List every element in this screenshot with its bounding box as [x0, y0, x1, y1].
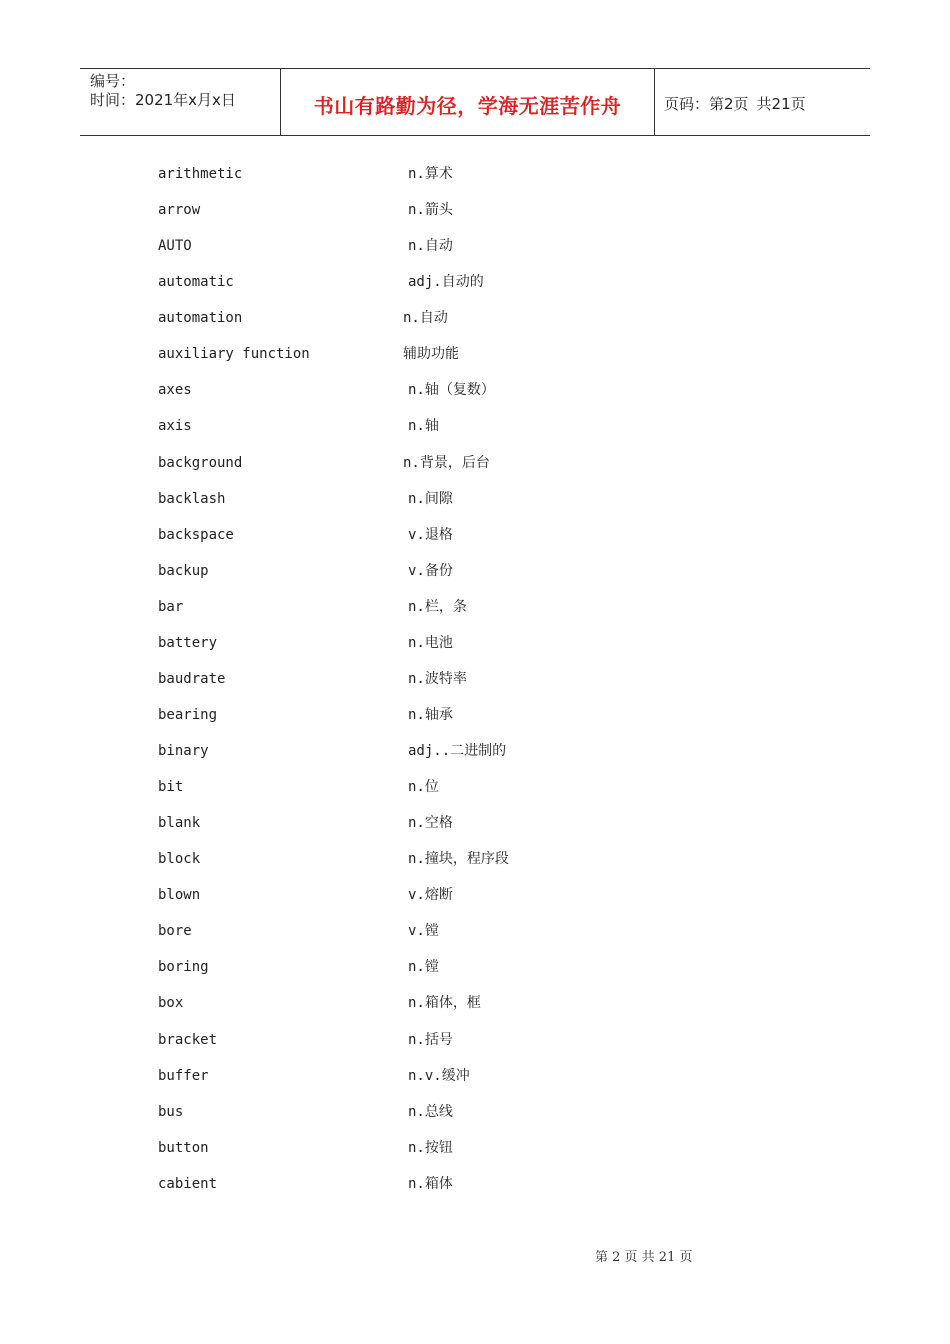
vocab-term: arrow	[158, 202, 201, 219]
vocab-entry	[158, 524, 718, 560]
vocab-entry	[158, 1029, 718, 1065]
header-meta-cell	[80, 69, 281, 135]
vocab-entry	[158, 884, 718, 920]
vocab-definition: n.背景，后台	[403, 454, 490, 471]
vocab-term: arithmetic	[158, 166, 243, 182]
vocab-entry	[158, 668, 718, 704]
vocab-definition: n.间隙	[408, 490, 453, 507]
vocab-entry	[158, 812, 718, 848]
vocab-definition: n.按钮	[408, 1139, 453, 1156]
vocab-term: bearing	[158, 706, 218, 723]
vocab-entry	[158, 740, 718, 776]
vocab-entry	[158, 199, 718, 235]
document-time-label: 时间：2021年x月x日	[90, 91, 236, 109]
header-page-total: 共21页	[756, 94, 806, 113]
vocab-definition: n.栏，条	[408, 598, 467, 615]
vocab-term: buffer	[158, 1067, 209, 1084]
vocab-definition: n.轴承	[408, 706, 453, 723]
vocab-definition: n.波特率	[408, 670, 467, 687]
vocab-definition: n.空格	[408, 815, 453, 832]
vocab-entry	[158, 415, 718, 451]
vocab-term: automation	[158, 310, 243, 327]
vocab-entry	[158, 1173, 718, 1209]
vocab-definition: n.自动	[403, 310, 448, 327]
vocab-entry	[158, 488, 718, 524]
vocab-term: backup	[158, 562, 209, 579]
vocab-entry	[158, 379, 718, 415]
vocab-entry	[158, 307, 718, 343]
vocab-entry	[158, 1101, 718, 1137]
vocab-term: bit	[158, 779, 184, 796]
vocab-entry	[158, 920, 718, 956]
vocab-term: baudrate	[158, 670, 226, 687]
vocab-term: button	[158, 1139, 209, 1156]
vocab-entry	[158, 596, 718, 632]
vocab-definition: n.镗	[408, 959, 439, 976]
vocab-term: bar	[158, 598, 184, 615]
vocab-definition: n.箱体，框	[408, 995, 481, 1012]
vocab-term: cabient	[158, 1175, 218, 1192]
vocab-definition: n.v.缓冲	[408, 1067, 470, 1084]
vocab-entry	[158, 1137, 718, 1173]
vocab-definition: n.撞块，程序段	[408, 851, 509, 868]
vocab-definition: v.熔断	[408, 887, 453, 904]
vocab-definition: v.备份	[408, 562, 453, 579]
vocab-term: blown	[158, 887, 201, 904]
vocab-definition: n.自动	[408, 238, 453, 255]
vocab-definition: n.算术	[408, 166, 453, 182]
vocab-term: binary	[158, 743, 209, 759]
vocab-definition: adj..二进制的	[408, 743, 507, 759]
vocab-definition: n.括号	[408, 1031, 453, 1048]
vocab-definition: n.电池	[408, 634, 453, 651]
vocab-term: backlash	[158, 490, 226, 507]
vocab-term: automatic	[158, 274, 234, 291]
vocab-entry	[158, 560, 718, 596]
vocab-definition: adj.自动的	[408, 274, 484, 291]
vocab-definition: v.镗	[408, 923, 439, 940]
header-page-number: 页码：第2页	[664, 94, 749, 113]
page-header	[80, 68, 870, 136]
vocab-term: bus	[158, 1103, 184, 1120]
vocab-definition: n.总线	[408, 1103, 453, 1120]
header-page-cell	[655, 69, 870, 135]
vocab-term: AUTO	[158, 238, 192, 255]
vocab-term: blank	[158, 815, 201, 832]
vocab-term: box	[158, 995, 184, 1012]
vocab-term: auxiliary function	[158, 346, 310, 363]
vocab-term: background	[158, 454, 243, 471]
vocab-entry	[158, 452, 718, 488]
vocab-entry	[158, 1065, 718, 1101]
vocabulary-list	[158, 163, 718, 1209]
vocab-entry	[158, 848, 718, 884]
page-footer: 第 2 页 共 21 页	[595, 1250, 693, 1265]
vocab-entry	[158, 632, 718, 668]
vocab-definition: n.箱体	[408, 1175, 453, 1192]
vocab-entry	[158, 704, 718, 740]
vocab-term: axes	[158, 382, 192, 399]
vocab-definition: n.轴	[408, 418, 439, 435]
vocab-term: bracket	[158, 1031, 218, 1048]
vocab-term: axis	[158, 418, 192, 435]
header-motto-cell	[281, 69, 655, 135]
vocab-definition: 辅助功能	[403, 346, 459, 363]
vocab-term: backspace	[158, 526, 234, 543]
vocab-entry	[158, 343, 718, 379]
vocab-definition: n.位	[408, 779, 439, 796]
vocab-term: boring	[158, 959, 209, 976]
vocab-definition: n.轴（复数）	[408, 382, 495, 399]
header-motto: 书山有路勤为径，学海无涯苦作舟	[313, 93, 622, 118]
vocab-definition: v.退格	[408, 526, 453, 543]
vocab-term: bore	[158, 923, 192, 940]
vocab-entry	[158, 776, 718, 812]
vocab-entry	[158, 271, 718, 307]
vocab-entry	[158, 163, 718, 199]
vocab-entry	[158, 992, 718, 1028]
vocab-term: battery	[158, 634, 218, 651]
document-number-label: 编号：	[90, 72, 136, 90]
vocab-definition: n.箭头	[408, 202, 453, 219]
vocab-entry	[158, 956, 718, 992]
vocab-entry	[158, 235, 718, 271]
vocab-term: block	[158, 851, 201, 868]
